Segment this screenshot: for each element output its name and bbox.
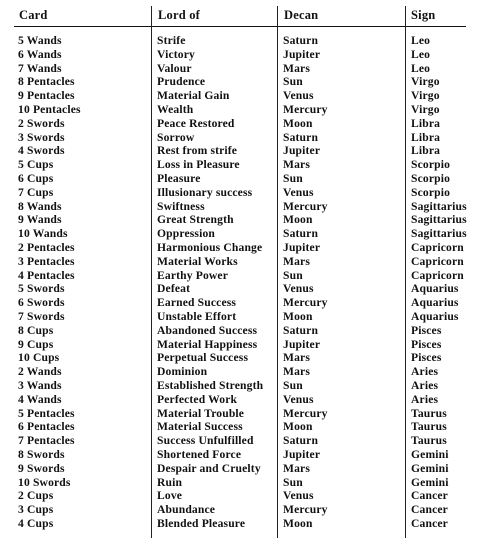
decan-cell: Sun <box>283 475 303 489</box>
decan-cell: Venus <box>283 489 314 503</box>
card-cell: 2 Cups <box>18 489 54 503</box>
card-cell: 6 Wands <box>18 47 62 61</box>
table-row <box>0 324 496 338</box>
decan-cell: Sun <box>283 75 303 89</box>
sign-cell: Aquarius <box>411 296 459 310</box>
lord-of-cell: Dominion <box>157 365 208 379</box>
table-row <box>0 420 496 434</box>
card-cell: 6 Cups <box>18 171 54 185</box>
card-cell: 10 Cups <box>18 351 60 365</box>
lord-of-cell: Swiftness <box>157 199 205 213</box>
decan-cell: Moon <box>283 420 313 434</box>
lord-of-cell: Prudence <box>157 75 206 89</box>
card-cell: 5 Wands <box>18 34 62 47</box>
sign-cell: Sagittarius <box>411 199 467 213</box>
card-cell: 6 Pentacles <box>18 420 75 434</box>
card-cell: 8 Wands <box>18 199 62 213</box>
lord-of-cell: Material Happiness <box>157 337 258 351</box>
lord-of-cell: Material Gain <box>157 89 230 103</box>
lord-of-cell: Victory <box>157 47 195 61</box>
lord-of-cell: Defeat <box>157 282 191 296</box>
card-cell: 9 Swords <box>18 461 65 475</box>
card-cell: 8 Swords <box>18 447 65 461</box>
card-cell: 8 Cups <box>18 323 54 337</box>
sign-cell: Cancer <box>411 489 448 503</box>
table-row <box>0 89 496 103</box>
sign-cell: Capricorn <box>411 254 464 268</box>
lord-of-cell: Established Strength <box>157 378 264 392</box>
table-row <box>0 365 496 379</box>
lord-of-cell: Love <box>157 489 183 503</box>
sign-cell: Virgo <box>411 102 440 116</box>
lord-of-cell: Pleasure <box>157 171 201 185</box>
table-row <box>0 517 496 531</box>
card-cell: 7 Pentacles <box>18 434 75 448</box>
table-row <box>0 117 496 131</box>
decan-cell: Moon <box>283 116 313 130</box>
sign-cell: Leo <box>411 34 431 47</box>
card-cell: 3 Cups <box>18 503 54 517</box>
sign-cell: Gemini <box>411 461 449 475</box>
sign-cell: Sagittarius <box>411 227 467 241</box>
sign-cell: Capricorn <box>411 268 464 282</box>
card-cell: 4 Wands <box>18 392 62 406</box>
decan-cell: Saturn <box>283 323 319 337</box>
table-row <box>0 158 496 172</box>
decan-cell: Venus <box>283 185 314 199</box>
card-cell: 7 Cups <box>18 185 54 199</box>
sign-cell: Virgo <box>411 75 440 89</box>
table-row <box>0 186 496 200</box>
sign-cell: Libra <box>411 116 441 130</box>
card-cell: 3 Wands <box>18 378 62 392</box>
table-body <box>0 34 496 531</box>
lord-of-cell: Blended Pleasure <box>157 516 246 530</box>
card-cell: 6 Swords <box>18 296 65 310</box>
lord-of-cell: Perfected Work <box>157 392 238 406</box>
table-row <box>0 62 496 76</box>
card-cell: 3 Pentacles <box>18 254 75 268</box>
sign-cell: Pisces <box>411 337 442 351</box>
sign-cell: Taurus <box>411 434 447 448</box>
table-row <box>0 462 496 476</box>
lord-of-cell: Strife <box>157 34 186 47</box>
decan-cell: Saturn <box>283 34 319 47</box>
decan-cell: Jupiter <box>283 240 321 254</box>
header-rule <box>14 26 466 27</box>
table-row <box>0 103 496 117</box>
table-row <box>0 48 496 62</box>
sign-cell: Aquarius <box>411 309 459 323</box>
decan-cell: Sun <box>283 378 303 392</box>
table-row <box>0 407 496 421</box>
decan-cell: Saturn <box>283 227 319 241</box>
decan-cell: Sun <box>283 171 303 185</box>
decan-cell: Venus <box>283 282 314 296</box>
table-row <box>0 200 496 214</box>
table-row <box>0 338 496 352</box>
card-cell: 3 Swords <box>18 130 65 144</box>
lord-of-cell: Despair and Cruelty <box>157 461 261 475</box>
table-row <box>0 75 496 89</box>
sign-cell: Cancer <box>411 503 448 517</box>
sign-cell: Libra <box>411 130 441 144</box>
header-sign: Sign <box>411 8 436 22</box>
sign-cell: Leo <box>411 61 431 75</box>
card-cell: 10 Wands <box>18 227 68 241</box>
decan-cell: Venus <box>283 89 314 103</box>
table-row <box>0 269 496 283</box>
table-row <box>0 379 496 393</box>
lord-of-cell: Shortened Force <box>157 447 242 461</box>
sign-cell: Pisces <box>411 323 442 337</box>
lord-of-cell: Earthy Power <box>157 268 229 282</box>
lord-of-cell: Abandoned Success <box>157 323 258 337</box>
lord-of-cell: Success Unfulfilled <box>157 434 254 448</box>
table-row <box>0 282 496 296</box>
sign-cell: Cancer <box>411 516 448 530</box>
decan-cell: Mercury <box>283 102 328 116</box>
card-cell: 4 Pentacles <box>18 268 75 282</box>
sign-cell: Aries <box>411 392 439 406</box>
card-cell: 7 Swords <box>18 309 65 323</box>
table-header <box>0 0 496 26</box>
card-cell: 5 Pentacles <box>18 406 75 420</box>
decan-cell: Mars <box>283 158 310 172</box>
card-cell: 5 Swords <box>18 282 65 296</box>
decan-cell: Mars <box>283 365 310 379</box>
decan-cell: Jupiter <box>283 337 321 351</box>
card-cell: 9 Cups <box>18 337 54 351</box>
table-row <box>0 393 496 407</box>
card-cell: 10 Pentacles <box>18 102 81 116</box>
lord-of-cell: Material Works <box>157 254 238 268</box>
decan-cell: Mercury <box>283 199 328 213</box>
table-row <box>0 241 496 255</box>
sign-cell: Sagittarius <box>411 213 467 227</box>
lord-of-cell: Ruin <box>157 475 183 489</box>
decan-cell: Mars <box>283 461 310 475</box>
decan-cell: Venus <box>283 392 314 406</box>
table-row <box>0 503 496 517</box>
card-cell: 9 Wands <box>18 213 62 227</box>
decan-cell: Mars <box>283 61 310 75</box>
decan-cell: Moon <box>283 309 313 323</box>
decan-cell: Jupiter <box>283 144 321 158</box>
card-cell: 5 Cups <box>18 158 54 172</box>
card-cell: 10 Swords <box>18 475 71 489</box>
table-row <box>0 296 496 310</box>
lord-of-cell: Material Trouble <box>157 406 245 420</box>
sign-cell: Aries <box>411 378 439 392</box>
lord-of-cell: Loss in Pleasure <box>157 158 240 172</box>
lord-of-cell: Earned Success <box>157 296 237 310</box>
table-row <box>0 34 496 48</box>
lord-of-cell: Sorrow <box>157 130 195 144</box>
decan-cell: Jupiter <box>283 447 321 461</box>
lord-of-cell: Unstable Effort <box>157 309 237 323</box>
decan-cell: Jupiter <box>283 47 321 61</box>
sign-cell: Scorpio <box>411 158 451 172</box>
sign-cell: Aquarius <box>411 282 459 296</box>
sign-cell: Gemini <box>411 447 449 461</box>
lord-of-cell: Rest from strife <box>157 144 238 158</box>
lord-of-cell: Harmonious Change <box>157 240 263 254</box>
header-lord-of: Lord of <box>158 8 201 22</box>
sign-cell: Gemini <box>411 475 449 489</box>
decan-cell: Mars <box>283 351 310 365</box>
lord-of-cell: Abundance <box>157 503 216 517</box>
decan-cell: Mercury <box>283 503 328 517</box>
table-row <box>0 310 496 324</box>
decan-cell: Saturn <box>283 130 319 144</box>
header-card: Card <box>19 8 48 22</box>
table-row <box>0 172 496 186</box>
decan-cell: Mercury <box>283 296 328 310</box>
lord-of-cell: Wealth <box>157 102 194 116</box>
decan-cell: Moon <box>283 213 313 227</box>
sign-cell: Pisces <box>411 351 442 365</box>
table-row <box>0 255 496 269</box>
lord-of-cell: Perpetual Success <box>157 351 249 365</box>
card-cell: 4 Cups <box>18 516 54 530</box>
lord-of-cell: Peace Restored <box>157 116 235 130</box>
table-row <box>0 144 496 158</box>
sign-cell: Taurus <box>411 406 447 420</box>
sign-cell: Aries <box>411 365 439 379</box>
sign-cell: Virgo <box>411 89 440 103</box>
decan-cell: Mars <box>283 254 310 268</box>
sign-cell: Taurus <box>411 420 447 434</box>
card-cell: 4 Swords <box>18 144 65 158</box>
table-row <box>0 489 496 503</box>
decan-cell: Saturn <box>283 434 319 448</box>
table-row <box>0 227 496 241</box>
sign-cell: Capricorn <box>411 240 464 254</box>
card-cell: 7 Wands <box>18 61 62 75</box>
lord-of-cell: Illusionary success <box>157 185 253 199</box>
sign-cell: Scorpio <box>411 185 451 199</box>
card-cell: 2 Wands <box>18 365 62 379</box>
card-cell: 8 Pentacles <box>18 75 75 89</box>
sign-cell: Scorpio <box>411 171 451 185</box>
sign-cell: Leo <box>411 47 431 61</box>
header-decan: Decan <box>284 8 319 22</box>
decan-cell: Mercury <box>283 406 328 420</box>
decan-cell: Moon <box>283 516 313 530</box>
lord-of-cell: Oppression <box>157 227 215 241</box>
table-row <box>0 434 496 448</box>
card-cell: 9 Pentacles <box>18 89 75 103</box>
card-cell: 2 Swords <box>18 116 65 130</box>
sign-cell: Libra <box>411 144 441 158</box>
table-row <box>0 476 496 490</box>
lord-of-cell: Valour <box>157 61 192 75</box>
card-cell: 2 Pentacles <box>18 240 75 254</box>
decan-cell: Sun <box>283 268 303 282</box>
lord-of-cell: Material Success <box>157 420 243 434</box>
table-row <box>0 131 496 145</box>
table-row <box>0 213 496 227</box>
table-row <box>0 351 496 365</box>
table-row <box>0 448 496 462</box>
lord-of-cell: Great Strength <box>157 213 234 227</box>
